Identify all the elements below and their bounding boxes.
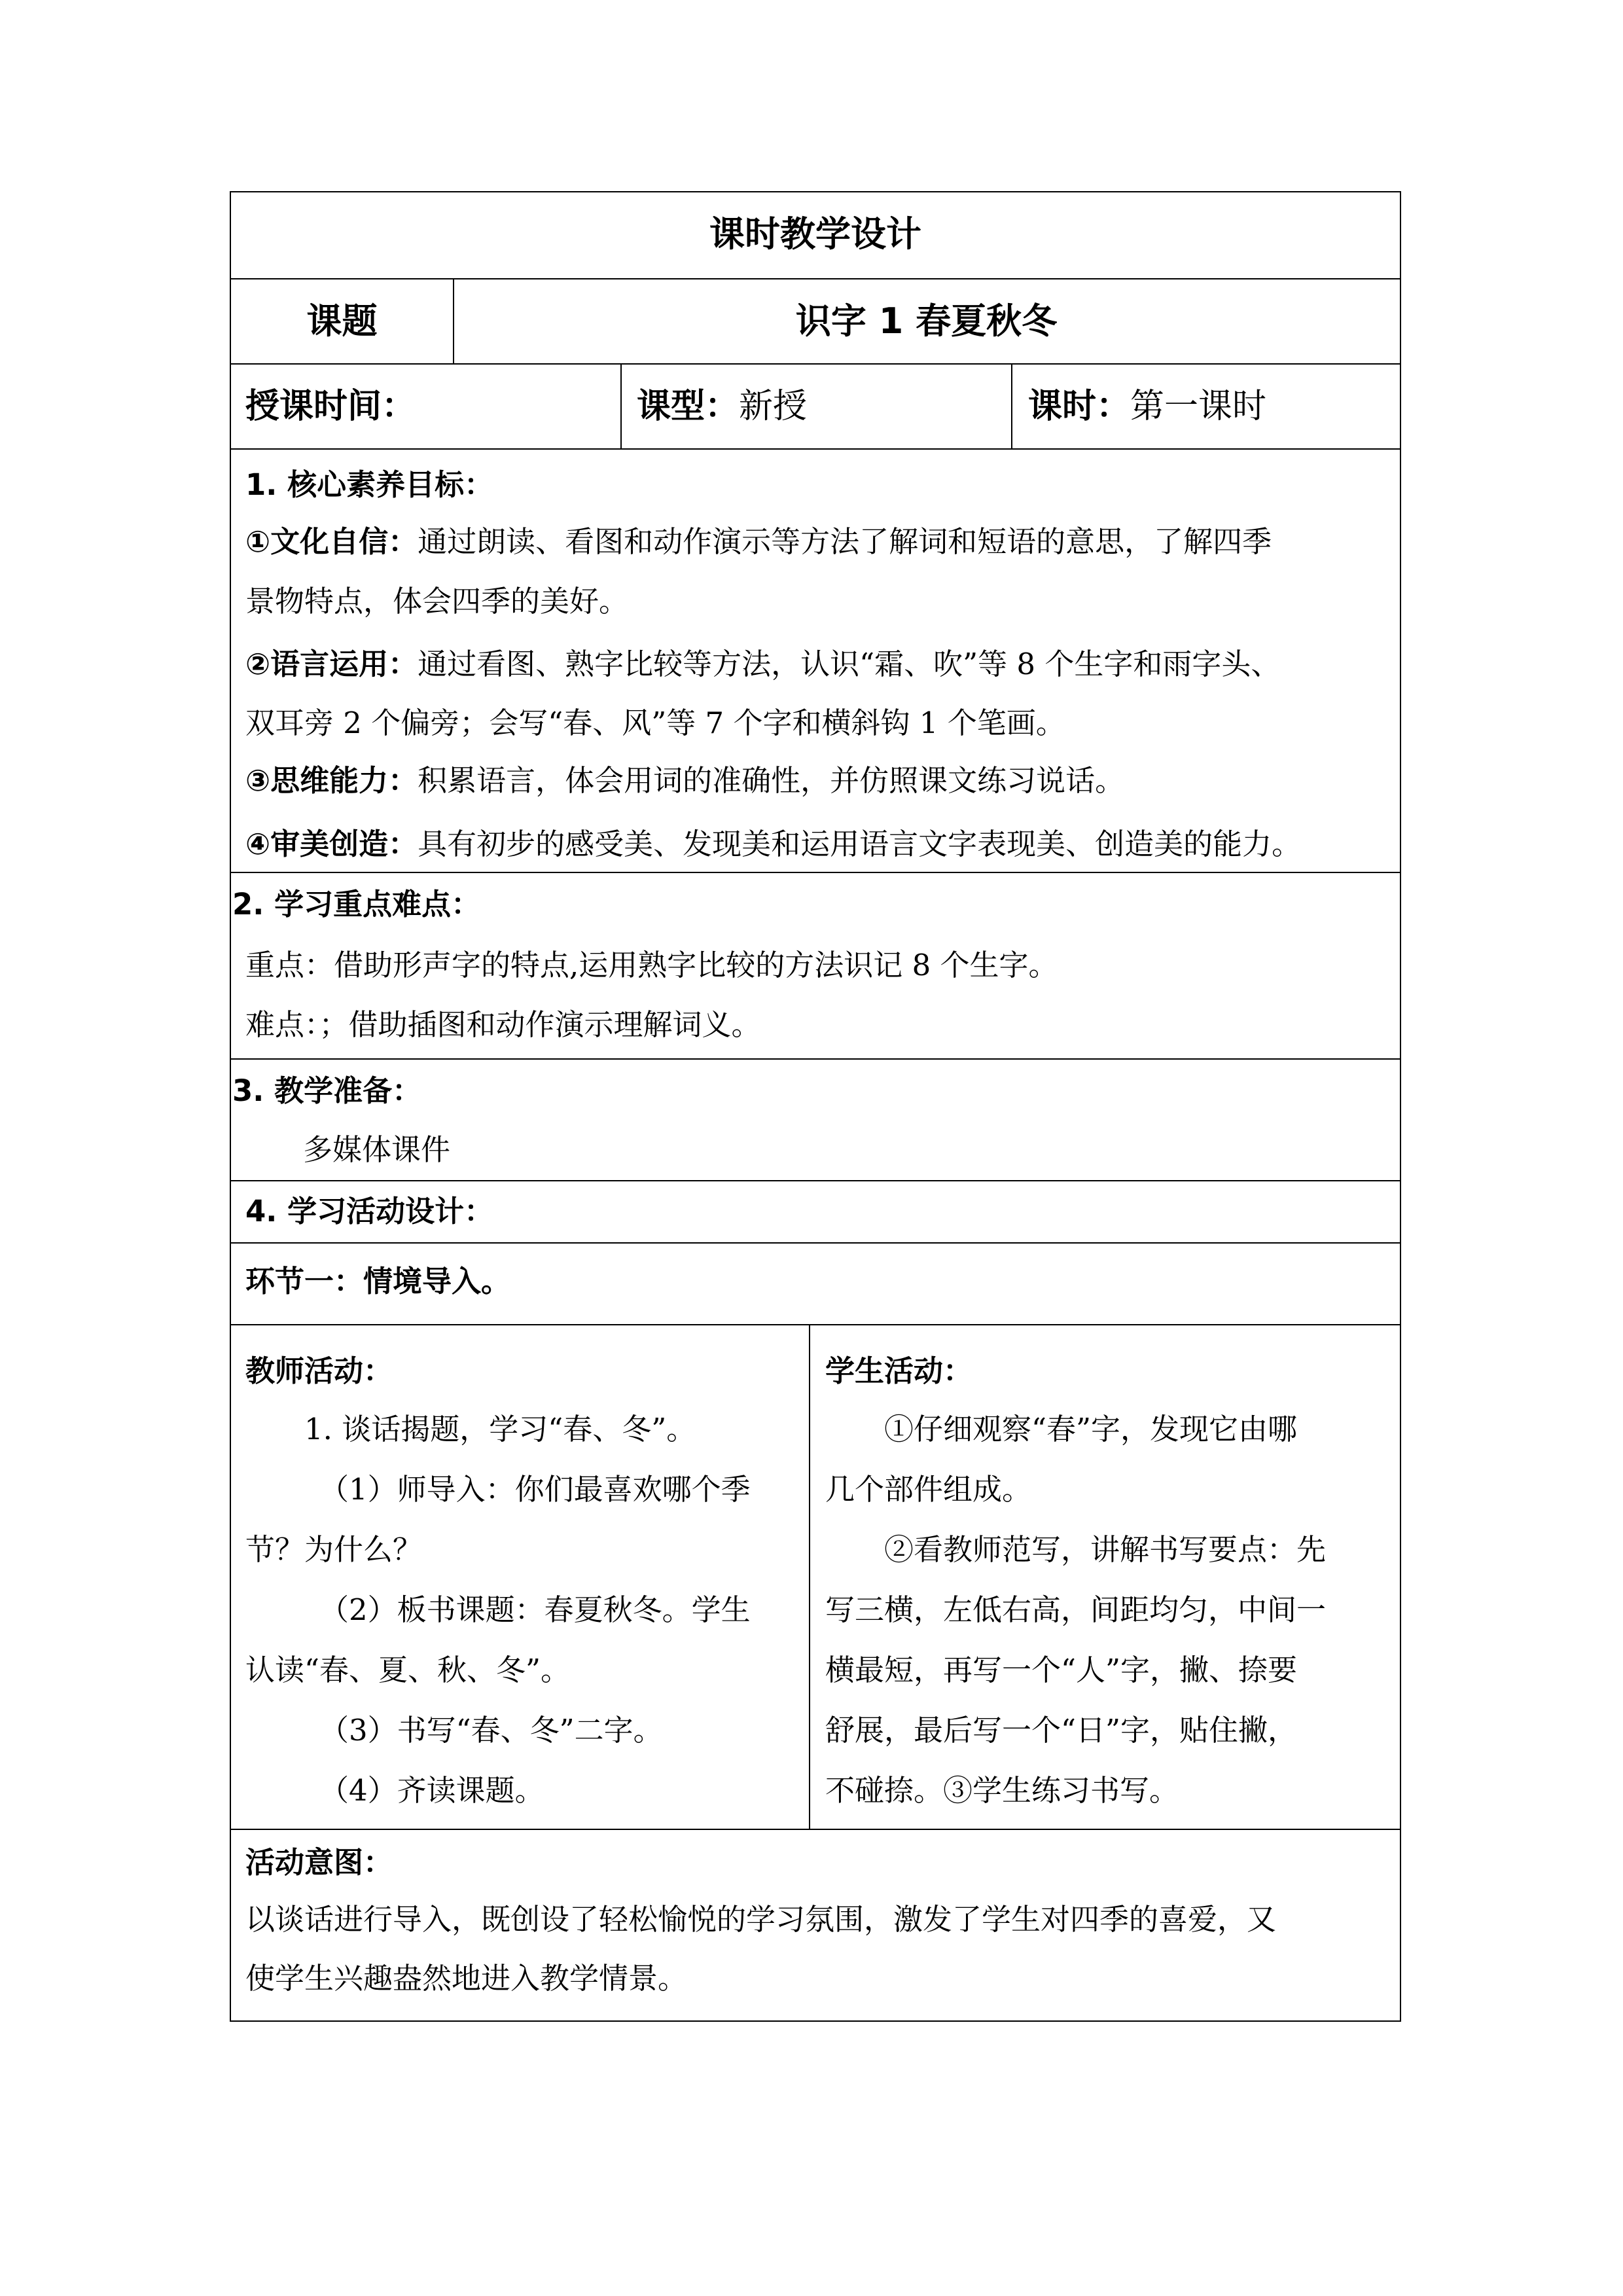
intent-line: 以谈话进行导入，既创设了轻松愉悦的学习氛围，激发了学生对四季的喜爱，又 [245,1902,1277,1937]
student-line: 写三横，左低右高，间距均匀，中间一 [825,1592,1327,1627]
goal-thinking: ③思维能力：积累语言，体会用词的准确性，并仿照课文练习说话。 [245,763,1125,798]
prep-row [231,1060,1400,1181]
difficulty-text: 难点：；借助插图和动作演示理解词义。 [245,1007,761,1042]
goal-aesthetic-label: ④审美创造： [245,827,418,861]
teacher-line: （3）书写“春、冬”二字。 [319,1713,663,1748]
goal-culture: ①文化自信：通过朗读、看图和动作演示等方法了解词和短语的意思，了解四季 [245,524,1272,559]
intent-row [231,1830,1400,2020]
goals-heading: 1. 核心素养目标： [245,467,494,502]
keypoints-heading: 2. 学习重点难点： [232,887,481,922]
goal-language-cont: 双耳旁 2 个偏旁；会写“春、风”等 7 个字和横斜钩 1 个笔画。 [245,706,1065,740]
student-line: 不碰捺。③学生练习书写。 [825,1773,1179,1808]
teacher-line: 1. 谈话揭题，学习“春、冬”。 [304,1412,696,1446]
goal-language-label: ②语言运用： [245,647,418,681]
period-cell [1028,365,1400,448]
activities-row [231,1325,1400,1830]
activity-heading-row [231,1181,1400,1244]
intent-line: 使学生兴趣盎然地进入教学情景。 [245,1961,688,1996]
title-row [231,192,1400,279]
goal-thinking-label: ③思维能力： [245,763,418,798]
period-value: 第一课时 [1130,387,1267,426]
prep-item: 多媒体课件 [303,1132,451,1167]
student-line: 舒展，最后写一个“日”字，贴住撇， [825,1713,1298,1748]
teacher-line: （1）师导入：你们最喜欢哪个季 [319,1472,751,1507]
goals-row [231,450,1400,873]
teacher-column [231,1325,809,1829]
stage-one: 环节一：情境导入。 [245,1264,511,1299]
goal-aesthetic: ④审美创造：具有初步的感受美、发现美和运用语言文字表现美、创造美的能力。 [245,827,1302,861]
topic-label: 课题 [306,300,378,342]
page-title: 课时教学设计 [709,213,921,255]
teacher-heading: 教师活动： [245,1354,393,1388]
prep-heading: 3. 教学准备： [232,1073,422,1108]
time-cell [245,365,618,448]
period-label: 课时： [1028,387,1131,426]
activity-heading: 4. 学习活动设计： [245,1194,494,1229]
student-line: 几个部件组成。 [825,1472,1032,1507]
goal-language: ②语言运用：通过看图、熟字比较等方法，认识“霜、吹”等 8 个生字和雨字头、 [245,647,1281,681]
time-label: 授课时间： [245,387,416,426]
type-label: 课型： [637,387,740,426]
student-line: ②看教师范写，讲解书写要点：先 [884,1532,1327,1567]
goal-culture-label: ①文化自信： [245,524,418,559]
meta-row [231,365,1400,450]
student-line: 横最短，再写一个“人”字，撇、捺要 [825,1653,1298,1687]
goal-culture-cont: 景物特点，体会四季的美好。 [245,584,629,619]
topic-row [231,279,1400,365]
focus-text: 重点：借助形声字的特点,运用熟字比较的方法识记 8 个生字。 [245,948,1058,982]
topic-value: 识字 1 春夏秋冬 [795,300,1058,342]
type-cell [637,365,1010,448]
keypoints-row [231,873,1400,1060]
intent-heading: 活动意图： [245,1845,393,1880]
stage-row [231,1244,1400,1325]
teacher-line: （4）齐读课题。 [319,1773,544,1808]
student-line: ①仔细观察“春”字，发现它由哪 [884,1412,1298,1446]
lesson-plan-table [230,191,1401,2022]
teacher-line: （2）板书课题：春夏秋冬。学生 [319,1592,751,1627]
student-heading: 学生活动： [825,1354,973,1388]
teacher-line: 认读“春、夏、秋、冬”。 [245,1653,571,1687]
type-value: 新授 [739,387,808,426]
student-column [809,1325,1400,1829]
teacher-line: 节？为什么？ [245,1532,423,1567]
